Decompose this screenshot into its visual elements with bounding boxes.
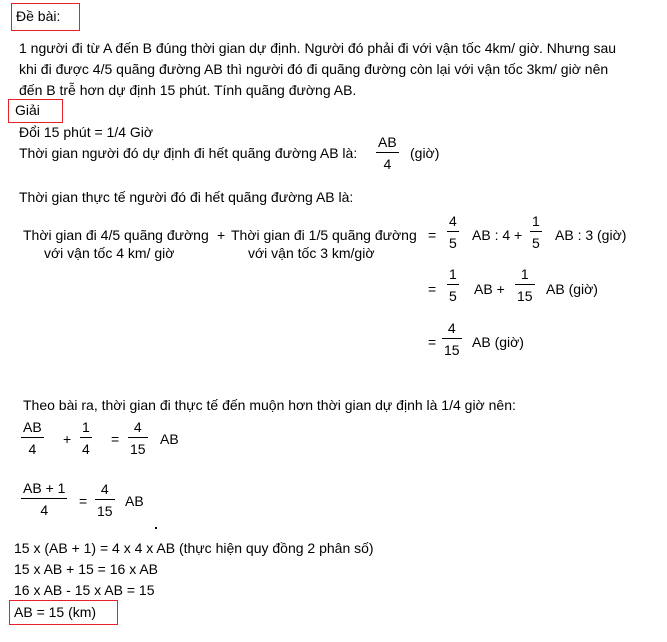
- eq2-fraction-2: [515, 266, 535, 304]
- unit-conversion: Đổi 15 phút = 1/4 Giờ: [19, 124, 154, 140]
- stray-dot: [155, 527, 157, 529]
- fraction-denominator: 15: [97, 503, 113, 519]
- planned-time-fraction: [376, 134, 399, 172]
- fraction-denominator: 5: [449, 288, 457, 304]
- step-1: 15 x (AB + 1) = 4 x 4 x AB (thực hiện quy đồng 2 phân số): [14, 540, 374, 556]
- fraction-numerator: 1: [449, 266, 457, 282]
- eq1-fraction-1: [447, 213, 459, 251]
- actual-time-intro: Thời gian thực tế người đó đi hết quãng đường AB là:: [19, 189, 354, 205]
- step-2: 15 x AB + 15 = 16 x AB: [14, 561, 158, 577]
- eq1-tail: AB : 3 (giờ): [555, 227, 627, 243]
- eq3-fraction: [442, 320, 462, 358]
- eqB-fraction-2: [95, 481, 115, 519]
- fraction-bar: [95, 499, 115, 500]
- fraction-bar: [447, 231, 459, 232]
- eqA-fraction-3: [128, 419, 148, 457]
- fraction-denominator: 5: [449, 235, 457, 251]
- eqA-fraction-2: [80, 419, 92, 457]
- fraction-denominator: 4: [40, 502, 49, 518]
- planned-time-unit: (giờ): [410, 145, 440, 161]
- fraction-numerator: AB + 1: [23, 480, 66, 496]
- eqB-tail: AB: [125, 493, 144, 509]
- problem-heading: Đề bài:: [16, 8, 61, 24]
- solution-heading: Giải: [15, 102, 40, 118]
- fraction-bar: [442, 338, 462, 339]
- problem-line-3: đến B trễ hơn dự định 15 phút. Tính quãng đường AB.: [19, 82, 357, 98]
- fraction-denominator: 4: [383, 156, 392, 172]
- fraction-numerator: 4: [449, 213, 457, 229]
- fraction-numerator: AB: [378, 134, 397, 150]
- eq1-equals: =: [428, 227, 437, 243]
- eq3-tail: AB (giờ): [472, 334, 524, 350]
- term1-line-b: với vận tốc 4 km/ giờ: [44, 245, 175, 261]
- eq1-fraction-2: [530, 213, 542, 251]
- eq3-equals: =: [428, 334, 437, 350]
- fraction-denominator: 15: [130, 441, 146, 457]
- fraction-numerator: 4: [447, 320, 456, 336]
- eqA-plus: +: [63, 431, 72, 447]
- final-answer: AB = 15 (km): [14, 604, 97, 620]
- problem-line-1: 1 người đi từ A đến B đúng thời gian dự định. Người đó phải đi với vận tốc 4km/ giờ. Nhưng sau: [19, 40, 617, 56]
- fraction-bar: [376, 152, 399, 153]
- eq2-equals: =: [428, 281, 437, 297]
- eq2-middle: AB +: [474, 281, 505, 297]
- fraction-numerator: 1: [82, 419, 90, 435]
- fraction-bar: [21, 437, 44, 438]
- eq2-tail: AB (giờ): [546, 281, 598, 297]
- eqB-equals: =: [79, 493, 88, 509]
- fraction-bar: [80, 437, 92, 438]
- fraction-denominator: 4: [82, 441, 90, 457]
- fraction-denominator: 15: [444, 342, 460, 358]
- fraction-bar: [530, 231, 542, 232]
- fraction-numerator: AB: [23, 419, 42, 435]
- fraction-bar: [21, 498, 67, 499]
- fraction-numerator: 4: [100, 481, 109, 497]
- reasoning-text: Theo bài ra, thời gian đi thực tế đến muộn hơn thời gian dự định là 1/4 giờ nên:: [23, 397, 516, 413]
- fraction-denominator: 5: [532, 235, 540, 251]
- term2-line-b: với vận tốc 3 km/giờ: [248, 245, 375, 261]
- eqA-equals: =: [111, 431, 120, 447]
- eq2-fraction-1: [447, 266, 459, 304]
- fraction-bar: [447, 284, 459, 285]
- eqB-fraction-1: [21, 480, 67, 518]
- eq1-middle: AB : 4 +: [472, 227, 523, 243]
- term1-line-a: Thời gian đi 4/5 quãng đường: [23, 227, 209, 243]
- fraction-numerator: 1: [520, 266, 529, 282]
- fraction-bar: [128, 437, 148, 438]
- fraction-numerator: 4: [133, 419, 142, 435]
- fraction-denominator: 4: [28, 441, 37, 457]
- term-plus: +: [217, 227, 226, 243]
- fraction-bar: [515, 284, 535, 285]
- fraction-denominator: 15: [517, 288, 533, 304]
- eqA-fraction-1: [21, 419, 44, 457]
- fraction-numerator: 1: [532, 213, 540, 229]
- eqA-tail: AB: [160, 431, 179, 447]
- step-3: 16 x AB - 15 x AB = 15: [14, 582, 155, 598]
- term2-line-a: Thời gian đi 1/5 quãng đường: [231, 227, 417, 243]
- problem-line-2: khi đi được 4/5 quãng đường AB thì người đó đi quãng đường còn lại với vận tốc 3km/ giờ nên: [19, 61, 609, 77]
- planned-time-text: Thời gian người đó dự định đi hết quãng đường AB là:: [19, 145, 358, 161]
